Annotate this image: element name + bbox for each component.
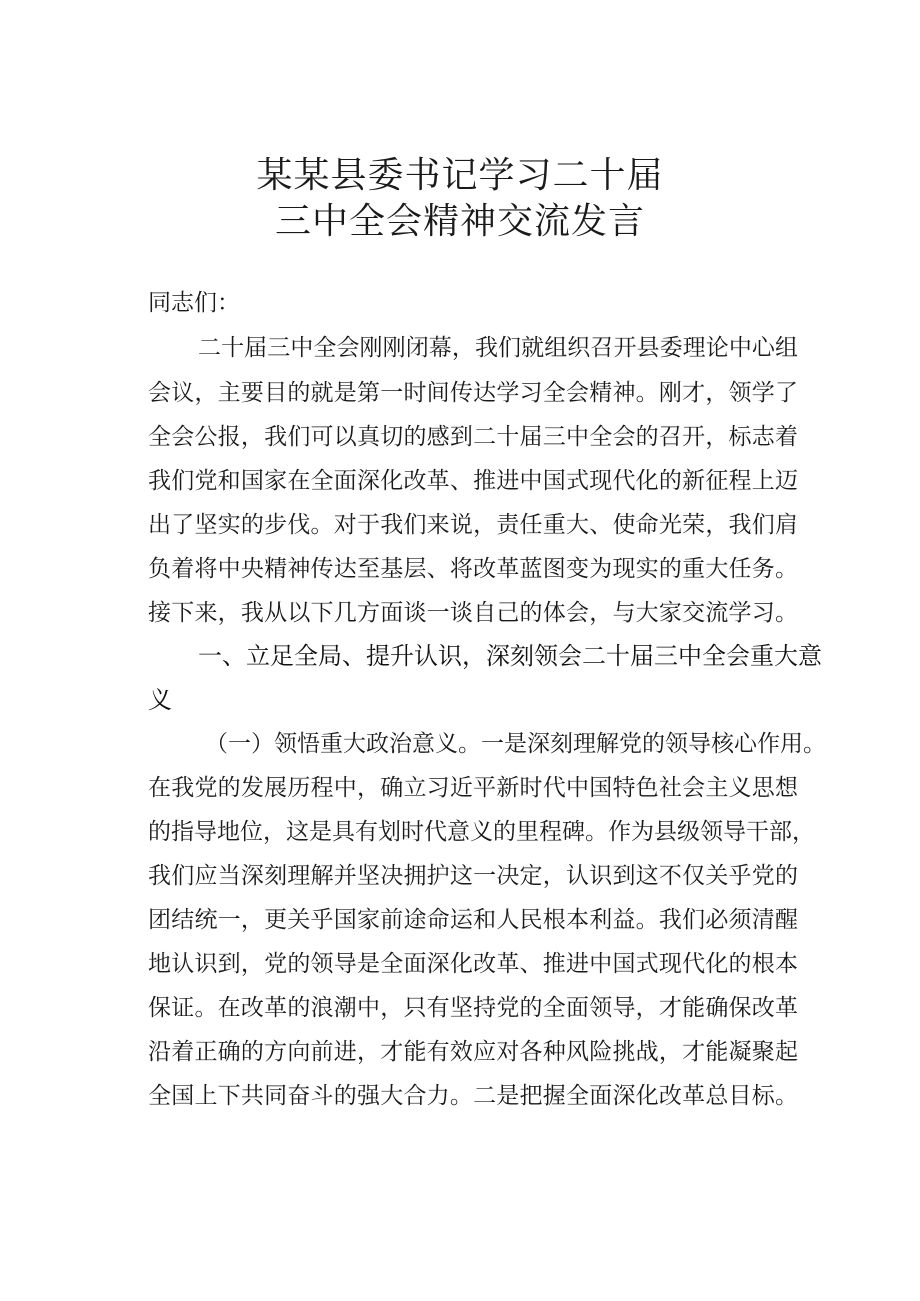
salutation: 同志们： (148, 290, 240, 316)
intro-paragraph-line: 会议，主要目的就是第一时间传达学习全会精神。刚才，领学了 (148, 380, 798, 406)
intro-paragraph-line: 我们党和国家在全面深化改革、推进中国式现代化的新征程上迈 (148, 468, 798, 494)
subsection-paragraph-line: 在我党的发展历程中，确立习近平新时代中国特色社会主义思想 (148, 775, 798, 801)
intro-paragraph-line: 出了坚实的步伐。对于我们来说，责任重大、使命光荣，我们肩 (148, 512, 798, 538)
intro-paragraph-line: 负着将中央精神传达至基层、将改革蓝图变为现实的重大任务。 (148, 556, 798, 582)
subsection-paragraph-line: 沿着正确的方向前进，才能有效应对各种风险挑战，才能凝聚起 (148, 1039, 798, 1065)
subsection-paragraph-line: 保证。在改革的浪潮中，只有坚持党的全面领导，才能确保改革 (148, 995, 798, 1021)
intro-paragraph-line: 全会公报，我们可以真切的感到二十届三中全会的召开，标志着 (148, 424, 798, 450)
subsection-paragraph-line: 团结统一，更关乎国家前途命运和人民根本利益。我们必须清醒 (148, 907, 798, 933)
subsection-paragraph-line: 的指导地位，这是具有划时代意义的里程碑。作为县级领导干部， (148, 819, 815, 845)
intro-paragraph-line: 二十届三中全会刚刚闭幕，我们就组织召开县委理论中心组 (198, 335, 798, 361)
section-heading-1: 一、立足全局、提升认识，深刻领会二十届三中全会重大意 (198, 642, 822, 670)
document-title-line-1: 某某县委书记学习二十届 (256, 155, 664, 196)
subsection-paragraph-line: 我们应当深刻理解并坚决拥护这一决定，认识到这不仅关乎党的 (148, 863, 798, 889)
subsection-paragraph-line: （一）领悟重大政治意义。一是深刻理解党的领导核心作用。 (205, 731, 826, 757)
section-heading-1-continued: 义 (148, 686, 172, 714)
subsection-paragraph-line: 全国上下共同奋斗的强大合力。二是把握全面深化改革总目标。 (148, 1083, 798, 1109)
document-title-line-2: 三中全会精神交流发言 (274, 201, 645, 242)
subsection-paragraph-line: 地认识到，党的领导是全面深化改革、推进中国式现代化的根本 (148, 951, 798, 977)
intro-paragraph-line: 接下来，我从以下几方面谈一谈自己的体会，与大家交流学习。 (148, 600, 798, 626)
